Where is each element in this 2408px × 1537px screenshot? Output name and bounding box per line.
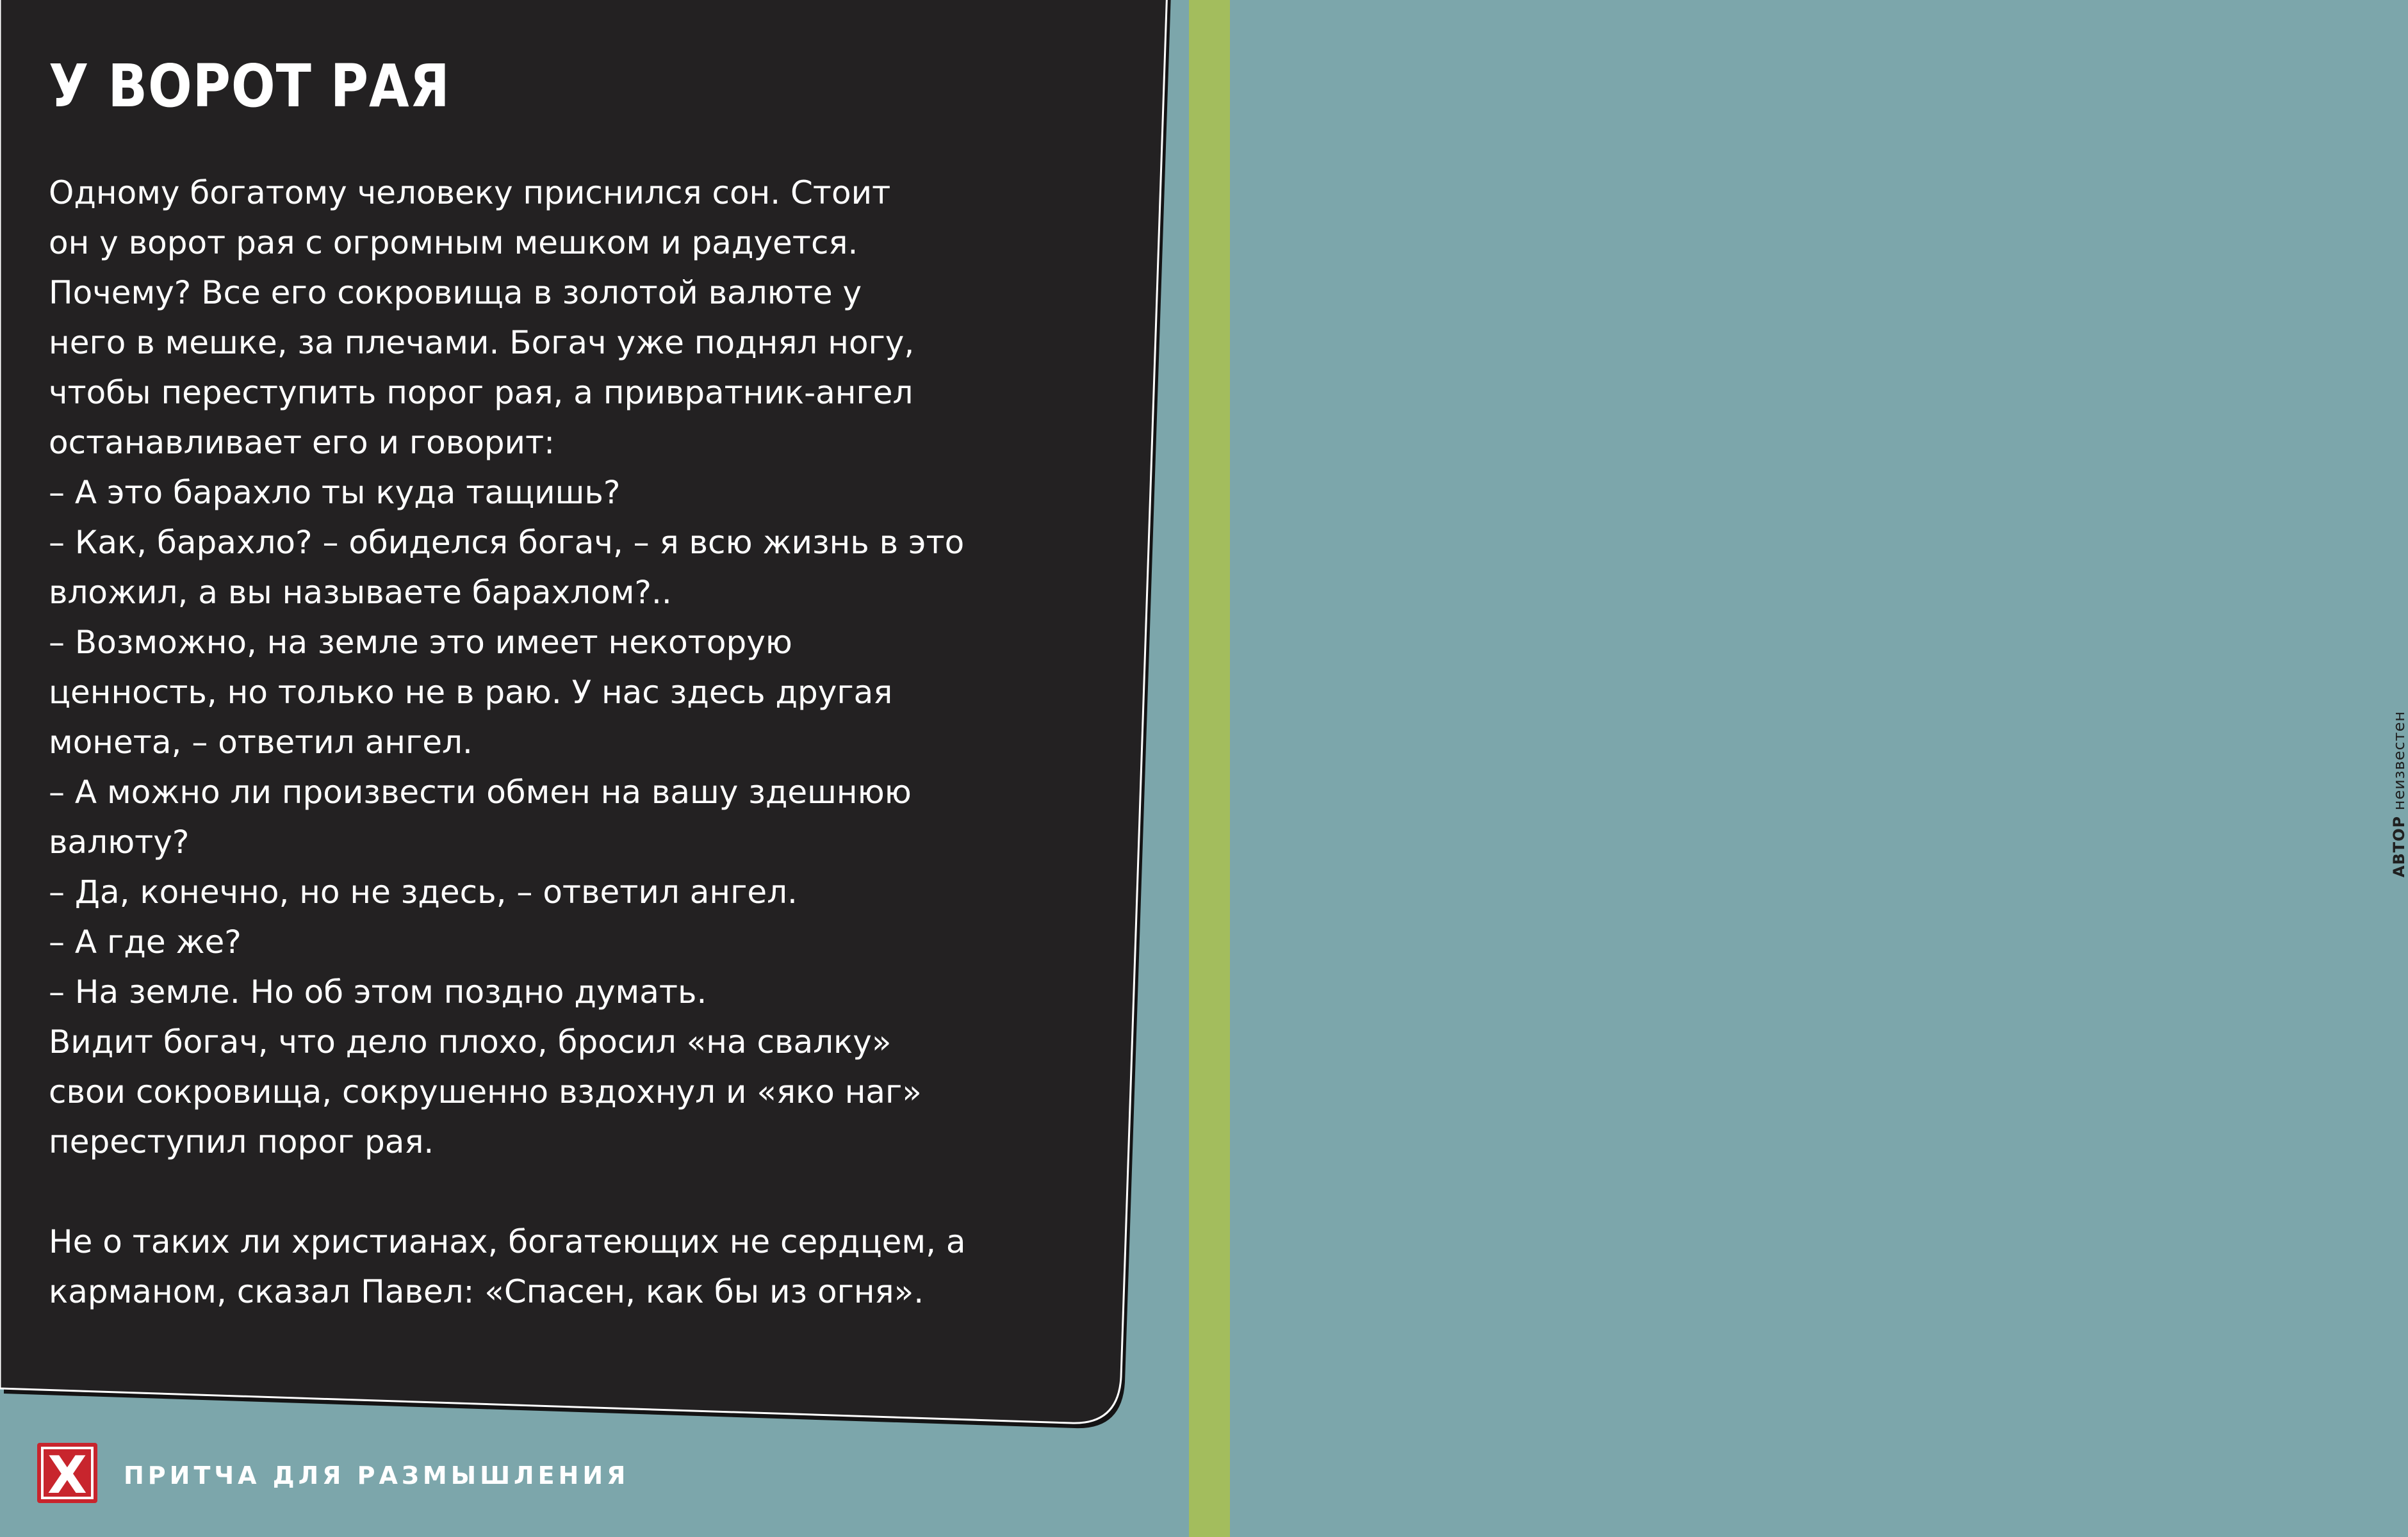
- page-title: У ВОРОТ РАЯ: [49, 52, 450, 120]
- story-paragraph: – А это барахло ты куда тащишь?: [49, 474, 621, 511]
- story-body: [49, 168, 1112, 1317]
- author-strip: [1189, 0, 2408, 1537]
- author-value: неизвестен: [2390, 710, 2408, 811]
- story-paragraph: – Как, барахло? – обиделся богач, – я всю жизнь в это вложил, а вы называете барахлом?..: [49, 524, 965, 611]
- moral-paragraph: Не о таких ли христианах, богатеющих не сердцем, а карманом, сказал Павел: «Спасен, как бы из огня».: [49, 1223, 966, 1310]
- story-paragraph: – На земле. Но об этом поздно думать.: [49, 973, 707, 1011]
- author-label: [2390, 711, 2408, 877]
- author-key: АВТОР: [2390, 815, 2408, 878]
- story-paragraph: – А где же?: [49, 923, 242, 961]
- story-paragraph: – А можно ли произвести обмен на вашу здешнюю валюту?: [49, 774, 912, 861]
- story-paragraph: – Возможно, на земле это имеет некоторую ценность, но только не в раю. У нас здесь другая монета, – ответил ангел.: [49, 624, 893, 761]
- story-paragraph: Одному богатому человеку приснился сон. Стоит он у ворот рая с огромным мешком и радуется. Почему? Все его сокровища в золотой валюте у него в мешке, за плечами. Богач уже поднял ногу, чтобы переступить порог рая, а привратник-ангел останавливает его и говорит:: [49, 174, 915, 461]
- logo-icon: [37, 1443, 97, 1503]
- footer-label: ПРИТЧА ДЛЯ РАЗМЫШЛЕНИЯ: [124, 1461, 630, 1490]
- logo-letter: X: [47, 1445, 87, 1505]
- story-paragraph: Видит богач, что дело плохо, бросил «на свалку» свои сокровища, сокрушенно вздохнул и «яко наг» переступил порог рая.: [49, 1023, 922, 1160]
- paragraph-spacer: [49, 1167, 1112, 1217]
- story-paragraph: – Да, конечно, но не здесь, – ответил ангел.: [49, 874, 798, 911]
